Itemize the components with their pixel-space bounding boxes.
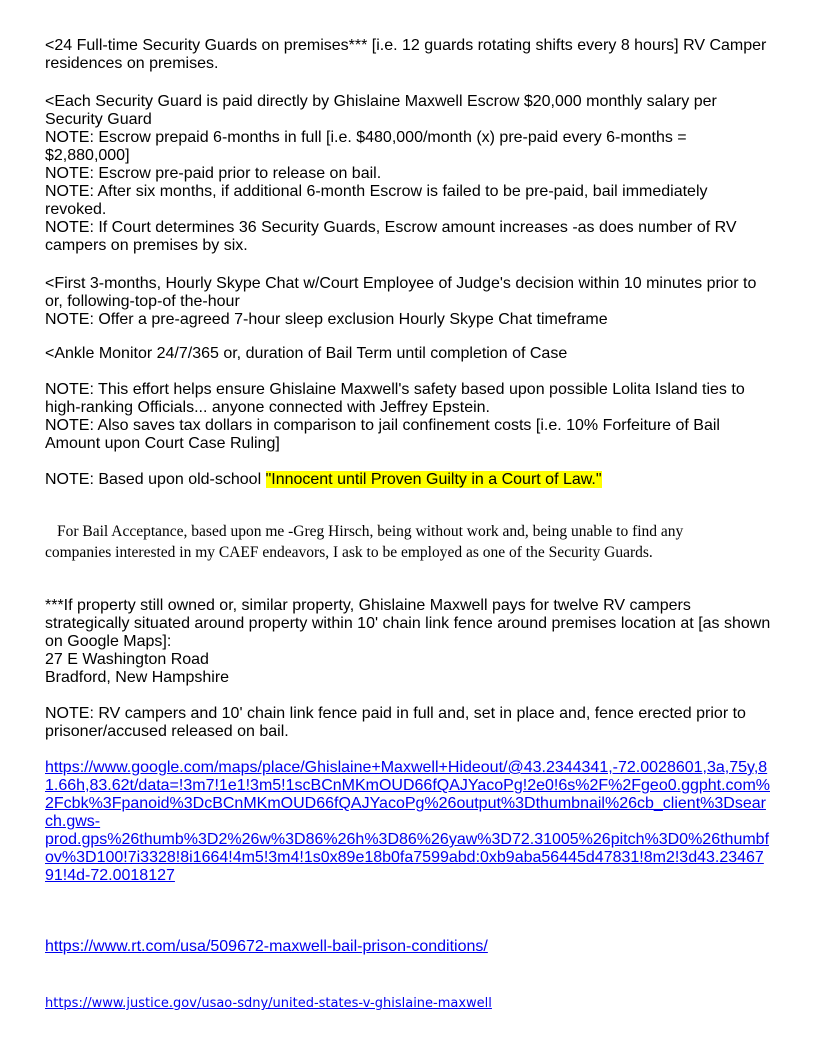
skype-paragraph (45, 275, 756, 329)
guards-paragraph (45, 37, 766, 73)
text-line: prisoner/accused released on bail. (45, 723, 289, 740)
text-line: For Bail Acceptance, based upon me -Greg Hirsch, being without work and, being unable to find any (57, 523, 684, 540)
text-line: campers on premises by six. (45, 237, 248, 254)
link-line[interactable]: https://www.google.com/maps/place/Ghislaine+Maxwell+Hideout/@43.2344341,-72.0028601,3a,75y,8 (45, 759, 768, 776)
text-line: strategically situated around property within 10' chain link fence around premises location at [as shown (45, 615, 771, 632)
text-line: NOTE: Escrow prepaid 6-months in full [i.e. $480,000/month (x) pre-paid every 6-months = (45, 129, 687, 146)
innocent-paragraph (45, 471, 602, 489)
link-line[interactable]: ov%3D100!7i3328!8i1664!4m5!3m4!1s0x89e18b0fa7599abd:0xb9aba56445d47831!8m2!3d43.23467 (45, 849, 764, 866)
link-line[interactable]: ch.gws- (45, 813, 101, 830)
text-line: <24 Full-time Security Guards on premises*** [i.e. 12 guards rotating shifts every 8 hours] RV Camper (45, 37, 767, 54)
rt-link-paragraph (45, 938, 488, 956)
link-line[interactable]: 1.66h,83.62t/data=!3m7!1e1!3m5!1scBCnMKmOUD66fQAJYacoPg!2e0!6s%2F%2Fgeo0.ggpht.com% (45, 777, 770, 794)
text-line: revoked. (45, 201, 107, 218)
text-line: $2,880,000] (45, 147, 130, 164)
employment-paragraph (45, 521, 684, 563)
google-maps-link[interactable] (45, 759, 770, 885)
text-line: Security Guard (45, 111, 152, 128)
address-line: 27 E Washington Road (45, 651, 209, 668)
rt-link[interactable]: https://www.rt.com/usa/509672-maxwell-bail-prison-conditions/ (45, 938, 488, 955)
text-line: NOTE: Based upon old-school (45, 471, 266, 488)
salary-paragraph (45, 93, 737, 255)
text-line: residences on premises. (45, 55, 219, 72)
text-line: NOTE: RV campers and 10' chain link fence paid in full and, set in place and, fence erected prior to (45, 705, 746, 722)
text-line: NOTE: Also saves tax dollars in comparison to jail confinement costs [i.e. 10% Forfeiture of Bail (45, 417, 720, 434)
link-line[interactable]: 2Fcbk%3Fpanoid%3DcBCnMKmOUD66fQAJYacoPg%26output%3Dthumbnail%26cb_client%3Dsear (45, 795, 766, 812)
text-line: Amount upon Court Case Ruling] (45, 435, 280, 452)
address-line: Bradford, New Hampshire (45, 669, 230, 686)
ankle-paragraph (45, 345, 567, 363)
text-line: NOTE: Escrow pre-paid prior to release on bail. (45, 165, 382, 182)
highlighted-quote: "Innocent until Proven Guilty in a Court of Law." (265, 471, 602, 488)
text-line: on Google Maps]: (45, 633, 172, 650)
text-line: NOTE: After six months, if additional 6-month Escrow is failed to be pre-paid, bail immediately (45, 183, 708, 200)
text-line: NOTE: Offer a pre-agreed 7-hour sleep exclusion Hourly Skype Chat timeframe (45, 311, 608, 328)
fence-paragraph (45, 705, 746, 741)
justice-link[interactable]: https://www.justice.gov/usao-sdny/united-states-v-ghislaine-maxwell (45, 996, 492, 1011)
safety-paragraph (45, 381, 745, 453)
text-line: <Each Security Guard is paid directly by Ghislaine Maxwell Escrow $20,000 monthly salary per (45, 93, 717, 110)
justice-link-paragraph (45, 995, 492, 1013)
text-line: <Ankle Monitor 24/7/365 or, duration of Bail Term until completion of Case (45, 345, 568, 362)
text-line: ***If property still owned or, similar property, Ghislaine Maxwell pays for twelve RV campers (45, 597, 691, 614)
text-line: <First 3-months, Hourly Skype Chat w/Court Employee of Judge's decision within 10 minutes prior to (45, 275, 757, 292)
text-line: companies interested in my CAEF endeavors, I ask to be employed as one of the Security Guards. (45, 544, 653, 561)
link-line[interactable]: 91!4d-72.0018127 (45, 867, 175, 884)
text-line: high-ranking Officials... anyone connected with Jeffrey Epstein. (45, 399, 490, 416)
property-paragraph (45, 597, 770, 687)
text-line: or, following-top-of the-hour (45, 293, 240, 310)
text-line: NOTE: This effort helps ensure Ghislaine Maxwell's safety based upon possible Lolita Island ties to (45, 381, 745, 398)
text-line: NOTE: If Court determines 36 Security Guards, Escrow amount increases -as does number of RV (45, 219, 737, 236)
link-line[interactable]: prod.gps%26thumb%3D2%26w%3D86%26h%3D86%26yaw%3D72.31005%26pitch%3D0%26thumbf (45, 831, 770, 848)
